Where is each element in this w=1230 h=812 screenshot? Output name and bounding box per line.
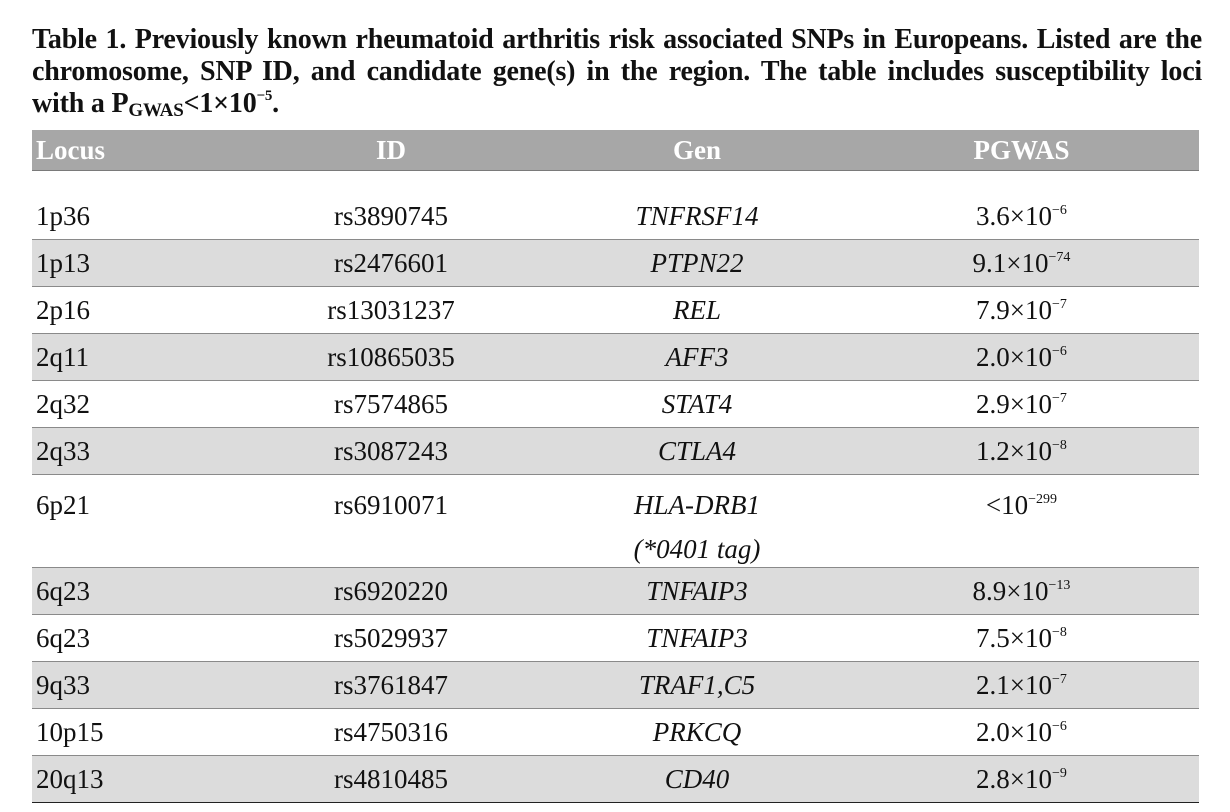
table-row — [32, 474, 1199, 567]
table-row — [32, 193, 1199, 239]
cell-id: rs10865035 — [327, 341, 455, 372]
caption-subscript: GWAS — [128, 100, 184, 121]
cell-id: rs5029937 — [334, 622, 448, 653]
cell-id: rs6910071 — [334, 490, 448, 520]
p-base: 7.5×10 — [976, 622, 1053, 653]
header-gen: Gen — [672, 134, 721, 165]
table-row — [32, 239, 1199, 286]
p-exponent: −13 — [1048, 577, 1071, 593]
cell-gene: STAT4 — [661, 388, 733, 419]
cell-gene: PRKCQ — [652, 716, 742, 747]
p-exponent: −7 — [1052, 671, 1067, 687]
p-base: 2.0×10 — [976, 716, 1053, 747]
cell-pgwas — [844, 436, 1199, 467]
p-exponent: −299 — [1028, 492, 1058, 507]
cell-pgwas — [844, 342, 1199, 373]
cell-pgwas — [844, 295, 1199, 326]
cell-pgwas — [844, 201, 1199, 232]
cell-pgwas — [844, 389, 1199, 420]
p-base: 8.9×10 — [972, 575, 1049, 606]
cell-pgwas — [844, 248, 1199, 279]
gene-note: (*0401 tag) — [633, 534, 761, 564]
cell-locus: 9q33 — [36, 669, 90, 700]
cell-gene: TNFAIP3 — [646, 622, 748, 653]
cell-locus: 6p21 — [36, 490, 90, 520]
p-exponent: −74 — [1048, 249, 1071, 265]
cell-gene: CD40 — [664, 763, 730, 794]
p-base: 2.1×10 — [976, 669, 1053, 700]
table-row — [32, 755, 1199, 802]
cell-locus: 6q23 — [36, 575, 90, 606]
p-exponent: −7 — [1052, 296, 1067, 312]
table-row — [32, 661, 1199, 708]
table-row — [32, 333, 1199, 380]
header-pgwas: PGWAS — [973, 134, 1070, 165]
cell-gene: TNFRSF14 — [635, 200, 759, 231]
caption-text: Table 1. Previously known rheumatoid arthritis risk associated SNPs in Europeans. Listed are the chromosome, SNP ID, and candidate gene(s) in the region. The table includes susceptibility loci with a P — [32, 24, 1202, 119]
cell-id: rs3087243 — [334, 435, 448, 466]
p-exponent: −8 — [1052, 624, 1067, 640]
caption-superscript: −5 — [256, 88, 273, 104]
header-id: ID — [375, 134, 406, 165]
caption-end: . — [272, 88, 279, 119]
cell-gene: TRAF1,C5 — [638, 669, 756, 700]
cell-locus: 20q13 — [36, 763, 104, 794]
p-base: 2.9×10 — [976, 388, 1053, 419]
table-row — [32, 567, 1199, 614]
cell-pgwas — [844, 576, 1199, 607]
header-spacer — [32, 171, 1199, 193]
p-exponent: −9 — [1052, 765, 1067, 781]
cell-id: rs6920220 — [334, 575, 448, 606]
cell-id: rs2476601 — [334, 247, 448, 278]
table-row — [32, 286, 1199, 333]
p-base: 9.1×10 — [972, 247, 1049, 278]
cell-locus: 2q33 — [36, 435, 90, 466]
cell-locus: 1p36 — [36, 200, 90, 231]
cell-id: rs7574865 — [334, 388, 448, 419]
cell-id: rs13031237 — [327, 294, 455, 325]
cell-pgwas — [844, 475, 1199, 527]
cell-locus: 1p13 — [36, 247, 90, 278]
table-row — [32, 614, 1199, 661]
cell-pgwas — [844, 670, 1199, 701]
p-exponent: −6 — [1052, 202, 1067, 218]
cell-id: rs4750316 — [334, 716, 448, 747]
cell-pgwas — [844, 623, 1199, 654]
p-base: <10 — [985, 490, 1029, 520]
caption-threshold: <1×10 — [183, 88, 257, 119]
cell-locus: 2q11 — [36, 341, 89, 372]
table-caption — [32, 24, 1202, 120]
table-header-row — [32, 130, 1199, 171]
p-base: 3.6×10 — [976, 200, 1053, 231]
p-base: 2.8×10 — [976, 763, 1053, 794]
cell-id: rs3761847 — [334, 669, 448, 700]
cell-gene: CTLA4 — [657, 435, 737, 466]
p-exponent: −7 — [1052, 390, 1067, 406]
cell-id: rs3890745 — [334, 200, 448, 231]
cell-locus: 2p16 — [36, 294, 90, 325]
cell-locus: 2q32 — [36, 388, 90, 419]
header-locus: Locus — [36, 134, 106, 165]
cell-id: rs4810485 — [334, 763, 448, 794]
cell-pgwas — [844, 717, 1199, 748]
p-base: 2.0×10 — [976, 341, 1053, 372]
cell-locus: 6q23 — [36, 622, 90, 653]
cell-gene: PTPN22 — [650, 247, 744, 278]
cell-gene — [550, 475, 844, 571]
p-base: 7.9×10 — [976, 294, 1053, 325]
table-row — [32, 380, 1199, 427]
cell-gene: TNFAIP3 — [646, 575, 748, 606]
cell-gene: REL — [672, 294, 721, 325]
gene-name: HLA-DRB1 — [634, 490, 760, 520]
p-exponent: −8 — [1052, 437, 1067, 453]
p-exponent: −6 — [1052, 343, 1067, 359]
table-row — [32, 427, 1199, 474]
cell-locus: 10p15 — [36, 716, 104, 747]
table-row — [32, 708, 1199, 755]
p-exponent: −6 — [1052, 718, 1067, 734]
cell-pgwas — [844, 764, 1199, 795]
cell-gene: AFF3 — [665, 341, 729, 372]
p-base: 1.2×10 — [976, 435, 1053, 466]
snp-table — [32, 130, 1199, 803]
